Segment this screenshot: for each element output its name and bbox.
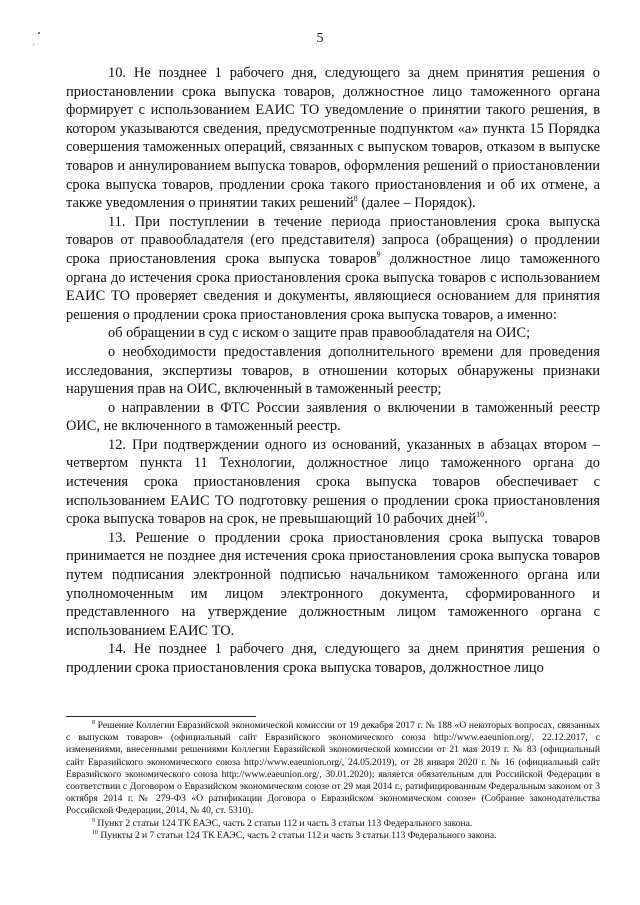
page-number: 5 — [316, 31, 324, 46]
paragraph-11-item-2: о необходимости предоставления дополнительного времени для проведения исследования, экспертизы товаров, в отношении которых обнаружены признаки нарушения прав на ОИС, включенный в таможенный реестр; — [66, 343, 600, 398]
document-body — [66, 64, 600, 678]
footnote-9: $^9$ Пункт 2 статьи 124 ТК ЕАЭС, часть 2 статьи 112 и часть 3 статьи 113 Федерального закона. — [92, 817, 473, 829]
footnote-8: $^8$ Решение Коллегии Евразийской экономической комиссии от 19 декабря 2017 г. № 188 «О некоторых вопросах, связанных с выпуском товаров» (официальный сайт Евразийского экономического союза http://www.eaeunion.org/, 22.12.2017, с изменениями, внесенными решениями Коллегии Евразийской экономической комиссии от 21 мая 2019 г. № 83 (официальный сайт Евразийского экономического союза http://www.eaeunion.org/, 24.05.2019), от 28 января 2020 г. № 16 (официальный сайт Евразийского экономического союза http://www.eaeunion.org/, 30.01.2020); является обязательным для Российской Федерации в соответствии с Договором о Евразийском экономическом союзе от 29 мая 2014 г., ратифицированным Федеральным законом от 3 октября 2014 г. № 279-ФЗ «О ратификации Договора о Евразийском экономическом союзе» (Собрание законодательства Российской Федерации, 2014, № 40, ст. 5310). — [66, 720, 600, 817]
paragraph-11: 11. При поступлении в течение периода приостановления срока выпуска товаров от правообладателя (его представителя) запроса (обращения) о продлении срока приостановления срока выпуска товаров$^9$ должностное лицо таможенного органа до истечения срока приостановления срока выпуска товаров с использованием ЕАИС ТО проверяет сведения и документы, являющиеся основанием для принятия решения о продлении срока приостановления срока выпуска товаров, а именно: — [66, 213, 601, 323]
paragraph-10: 10. Не позднее 1 рабочего дня, следующего за днем принятия решения о приостановлении срока выпуска товаров, должностное лицо таможенного органа формирует с использованием ЕАИС ТО уведомление о принятии такого решения, в котором указываются сведения, предусмотренные подпунктом «а» пункта 15 Порядка совершения таможенных операций, связанных с выпуском товаров, отказом в выпуске товаров и аннулированием выпуска товаров, оформления решений о приостановлении срока выпуска товаров, продлении срока такого приостановления и об их отмене, а также уведомления о принятии таких решений$^8$ (далее – Порядок). — [66, 65, 600, 212]
paragraph-12: 12. При подтверждении одного из оснований, указанных в абзацах втором – четвертом пункта 11 Технологии, должностное лицо таможенного органа до истечения срока приостановления срока выпуска товаров обеспечивает с использованием ЕАИС ТО подготовку решения о продлении срока приостановления срока выпуска товаров на срок, не превышающий 10 рабочих дней$^{10}$. — [66, 436, 600, 528]
paragraph-11-item-1: об обращении в суд с иском о защите прав правообладателя на ОИС; — [108, 325, 531, 342]
footnotes — [66, 720, 600, 842]
footnote-ref-10[interactable]: 10 — [476, 510, 485, 520]
paragraph-13: 13. Решение о продлении срока приостановления срока выпуска товаров принимается не позднее дня истечения срока приостановления срока выпуска товаров путем подписания электронной подписью начальником таможенного органа или уполномоченным им лицом электронного документа, сформированного и представленного на утверждение должностным лицом таможенного органа с использованием ЕАИС ТО. — [66, 529, 600, 639]
footnote-divider — [66, 716, 256, 717]
footnote-10: $^{10}$ Пункты 2 и 7 статьи 124 ТК ЕАЭС, часть 2 статьи 112 и часть 3 статьи 113 Федерального закона. — [92, 829, 497, 841]
footnote-ref-8[interactable]: 8 — [353, 194, 358, 204]
paragraph-11-item-3: о направлении в ФТС России заявления о включении в таможенный реестр ОИС, не включенного в таможенный реестр. — [66, 399, 600, 435]
footnote-ref-9[interactable]: 9 — [376, 249, 381, 259]
paragraph-14: 14. Не позднее 1 рабочего дня, следующего за днем принятия решения о продлении срока приостановления срока выпуска товаров, должностное лицо — [66, 641, 600, 676]
